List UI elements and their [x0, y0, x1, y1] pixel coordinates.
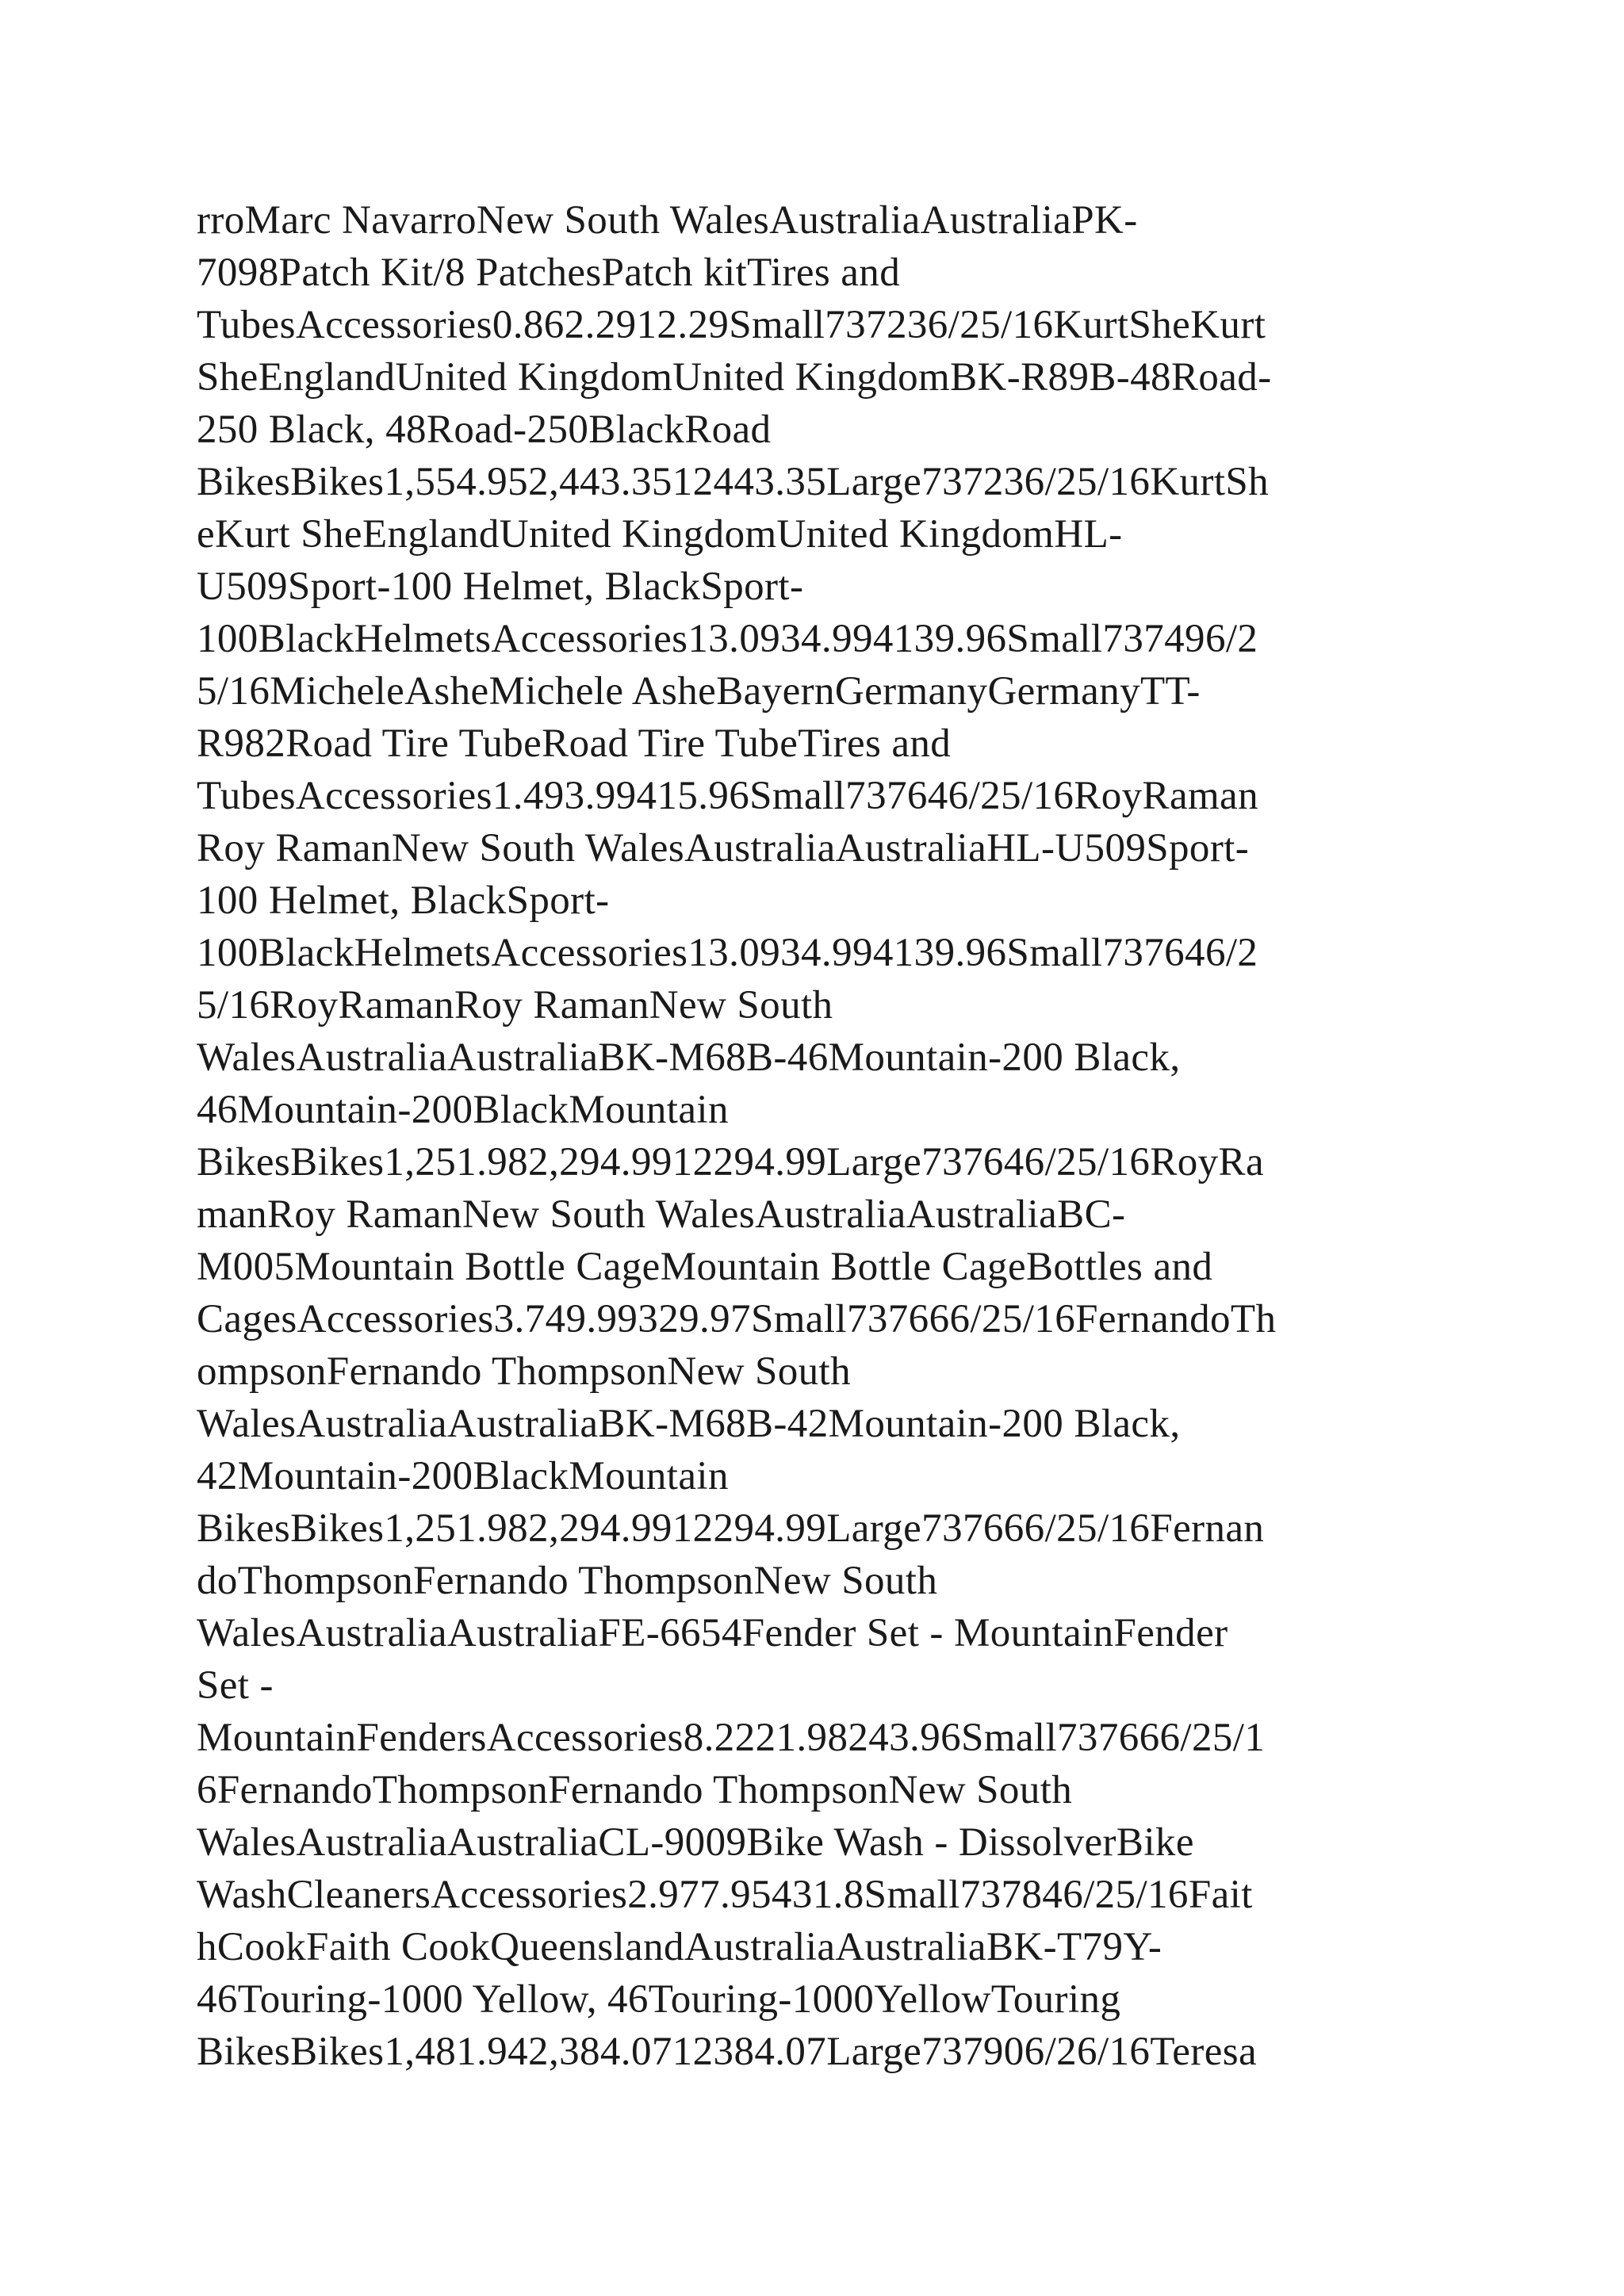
text-line: TubesAccessories0.862.2912.29Small737236/25/16KurtSheKurt	[197, 303, 1266, 347]
text-line: 42Mountain-200BlackMountain	[197, 1454, 729, 1498]
text-line: BikesBikes1,481.942,384.0712384.07Large737906/26/16Teresa	[197, 2030, 1258, 2074]
text-line: ompsonFernando ThompsonNew South	[197, 1349, 852, 1394]
text-line: M005Mountain Bottle CageMountain Bottle CageBottles and	[197, 1245, 1213, 1289]
text-line: WalesAustraliaAustraliaCL-9009Bike Wash - DissolverBike	[197, 1820, 1194, 1865]
text-line: 6FernandoThompsonFernando ThompsonNew South	[197, 1768, 1073, 1812]
text-line: BikesBikes1,251.982,294.9912294.99Large737646/25/16RoyRa	[197, 1140, 1264, 1184]
text-line: BikesBikes1,554.952,443.3512443.35Large737236/25/16KurtSh	[197, 460, 1270, 504]
text-line: Set -	[197, 1663, 274, 1708]
text-line: WalesAustraliaAustraliaBK-M68B-46Mountain-200 Black,	[197, 1035, 1181, 1080]
text-line: WalesAustraliaAustraliaFE-6654Fender Set - MountainFender	[197, 1611, 1228, 1655]
text-line: WashCleanersAccessories2.977.95431.8Small737846/25/16Fait	[197, 1873, 1253, 1917]
text-line: R982Road Tire TubeRoad Tire TubeTires and	[197, 721, 952, 766]
text-line: 100BlackHelmetsAccessories13.0934.994139.96Small737496/2	[197, 617, 1258, 661]
text-line: 100BlackHelmetsAccessories13.0934.994139.96Small737646/2	[197, 931, 1258, 975]
text-line: manRoy RamanNew South WalesAustraliaAustraliaBC-	[197, 1192, 1126, 1237]
text-line: 250 Black, 48Road-250BlackRoad	[197, 408, 772, 452]
text-line: hCookFaith CookQueenslandAustraliaAustraliaBK-T79Y-	[197, 1925, 1162, 1969]
text-line: 7098Patch Kit/8 PatchesPatch kitTires and	[197, 251, 901, 295]
text-line: Roy RamanNew South WalesAustraliaAustraliaHL-U509Sport-	[197, 826, 1250, 871]
text-line: BikesBikes1,251.982,294.9912294.99Large737666/25/16Fernan	[197, 1506, 1265, 1551]
text-line: doThompsonFernando ThompsonNew South	[197, 1559, 938, 1603]
text-line: 5/16RoyRamanRoy RamanNew South	[197, 983, 833, 1027]
text-line: CagesAccessories3.749.99329.97Small737666/25/16FernandoTh	[197, 1297, 1277, 1341]
text-line: 46Mountain-200BlackMountain	[197, 1088, 729, 1132]
document-text-block	[197, 194, 1465, 2078]
text-line: WalesAustraliaAustraliaBK-M68B-42Mountain-200 Black,	[197, 1402, 1181, 1446]
text-line: SheEnglandUnited KingdomUnited KingdomBK-R89B-48Road-	[197, 355, 1272, 400]
text-line: 5/16MicheleAsheMichele AsheBayernGermanyGermanyTT-	[197, 669, 1201, 714]
text-line: 100 Helmet, BlackSport-	[197, 878, 610, 923]
text-line: rroMarc NavarroNew South WalesAustraliaAustraliaPK-	[197, 198, 1138, 243]
text-line: MountainFendersAccessories8.2221.98243.96Small737666/25/1	[197, 1716, 1266, 1760]
text-line: U509Sport-100 Helmet, BlackSport-	[197, 564, 804, 609]
text-line: TubesAccessories1.493.99415.96Small737646/25/16RoyRaman	[197, 774, 1258, 818]
text-line: 46Touring-1000 Yellow, 46Touring-1000YellowTouring	[197, 1977, 1121, 2022]
text-line: eKurt SheEnglandUnited KingdomUnited KingdomHL-	[197, 512, 1123, 557]
